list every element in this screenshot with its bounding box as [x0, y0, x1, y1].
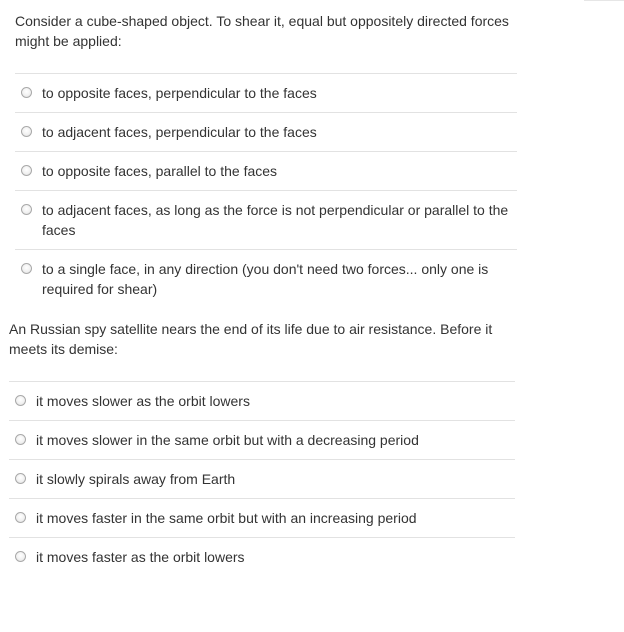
question-1-option-4[interactable]: [15, 191, 517, 250]
option-label: to adjacent faces, perpendicular to the faces: [42, 124, 317, 140]
radio-button[interactable]: [21, 204, 32, 215]
option-label: it moves slower as the orbit lowers: [36, 393, 250, 409]
question-2-option-3[interactable]: [9, 460, 515, 499]
question-2-option-1[interactable]: [9, 382, 515, 421]
question-2: [9, 319, 515, 577]
radio-button[interactable]: [15, 395, 26, 406]
question-2-option-5[interactable]: [9, 538, 515, 577]
question-1: [15, 11, 517, 309]
question-1-prompt: Consider a cube-shaped object. To shear it, equal but oppositely directed forces might be applied:: [15, 13, 509, 49]
question-2-options: [9, 381, 515, 577]
option-label: it moves faster as the orbit lowers: [36, 549, 245, 565]
radio-button[interactable]: [21, 126, 32, 137]
radio-button[interactable]: [21, 263, 32, 274]
question-2-option-4[interactable]: [9, 499, 515, 538]
radio-button[interactable]: [15, 512, 26, 523]
question-1-options: [15, 73, 517, 309]
radio-button[interactable]: [21, 87, 32, 98]
question-2-option-2[interactable]: [9, 421, 515, 460]
option-label: to a single face, in any direction (you don't need two forces... only one is required for shear): [42, 261, 489, 297]
top-edge-divider: [584, 0, 624, 1]
option-label: to opposite faces, perpendicular to the faces: [42, 85, 317, 101]
radio-button[interactable]: [15, 551, 26, 562]
question-1-option-5[interactable]: [15, 250, 517, 309]
question-1-option-3[interactable]: [15, 152, 517, 191]
option-label: to opposite faces, parallel to the faces: [42, 163, 278, 179]
question-1-option-1[interactable]: [15, 74, 517, 113]
question-2-prompt: An Russian spy satellite nears the end of its life due to air resistance. Before it meets its demise:: [9, 321, 493, 357]
option-label: it moves slower in the same orbit but with a decreasing period: [36, 432, 419, 448]
option-label: to adjacent faces, as long as the force is not perpendicular or parallel to the faces: [42, 202, 509, 238]
option-label: it slowly spirals away from Earth: [36, 471, 236, 487]
radio-button[interactable]: [15, 473, 26, 484]
option-label: it moves faster in the same orbit but with an increasing period: [36, 510, 417, 526]
radio-button[interactable]: [15, 434, 26, 445]
question-1-option-2[interactable]: [15, 113, 517, 152]
radio-button[interactable]: [21, 165, 32, 176]
